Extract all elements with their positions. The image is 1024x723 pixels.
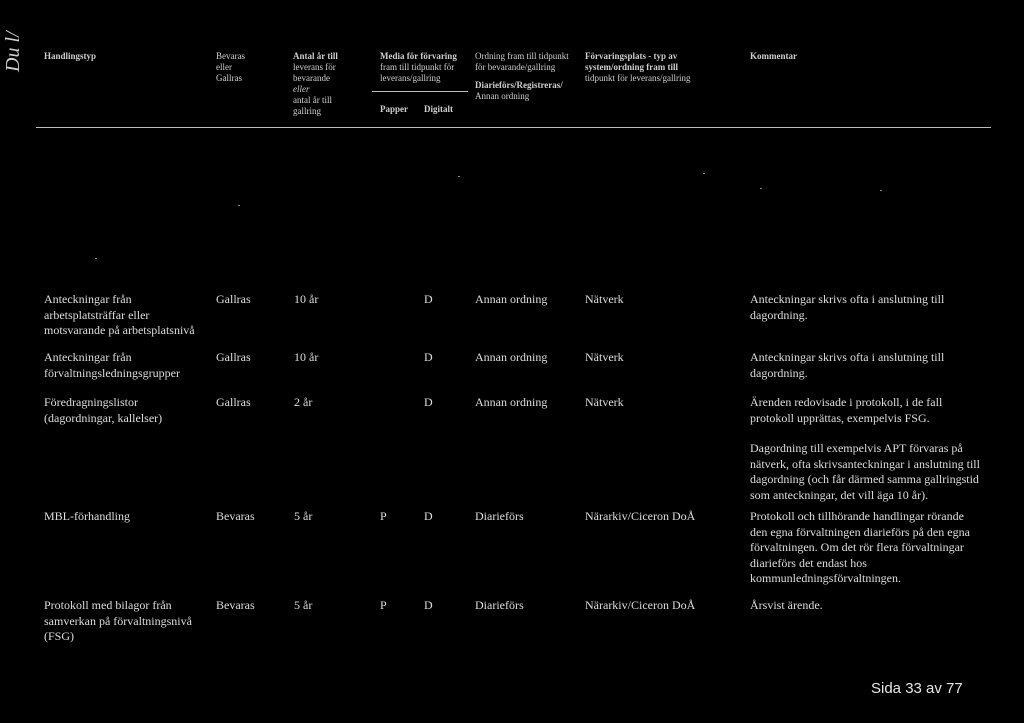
row-years: 5 år <box>294 598 313 612</box>
row-plats: Närarkiv/Ciceron DoÅ <box>585 598 696 612</box>
row-plats: Nätverk <box>585 292 624 306</box>
row-digitalt: D <box>424 350 433 364</box>
row-comment <box>750 598 823 614</box>
row-digitalt: D <box>424 509 433 523</box>
row-type-line: Anteckningar från <box>44 292 132 306</box>
header-bevaras-l2: eller <box>216 62 232 72</box>
row-comment-gap <box>750 426 980 441</box>
row-comment <box>750 350 944 381</box>
row-status: Gallras <box>216 350 251 364</box>
page-number: Sida 33 av 77 <box>871 680 963 697</box>
row-type-line: Anteckningar från <box>44 350 132 364</box>
row-handlingstyp <box>44 598 192 645</box>
header-bottom-rule <box>36 127 991 128</box>
header-media-digitalt: Digitalt <box>424 104 453 114</box>
row-comment-line: den egna förvaltningen diarieförs på den egna <box>750 524 970 539</box>
row-type-line: samverkan på förvaltningsnivå <box>44 613 192 628</box>
header-ordning-l1: Ordning fram till tidpunkt <box>475 51 569 61</box>
row-comment-line: Ärenden redovisade i protokoll, i de fall <box>750 395 943 409</box>
row-comment-line: protokoll upprättas, exempelvis FSG. <box>750 410 930 425</box>
header-plats-l2: system/ordning fram till <box>585 62 678 72</box>
scan-speck <box>95 258 97 259</box>
row-digitalt: D <box>424 395 433 409</box>
row-ordning: Diarieförs <box>475 598 524 612</box>
row-comment <box>750 395 980 503</box>
row-comment-line: som anteckningar, det vill äga 10 år). <box>750 487 929 502</box>
row-handlingstyp <box>44 350 180 381</box>
row-type-line: förvaltningsledningsgrupper <box>44 365 180 380</box>
row-comment-line: kommunledningsförvaltningen. <box>750 571 901 585</box>
header-kommentar: Kommentar <box>750 51 797 61</box>
header-media-l2: fram till tidpunkt för <box>380 62 455 72</box>
header-antal-l1: Antal år till <box>293 51 338 61</box>
row-plats: Nätverk <box>585 350 624 364</box>
row-comment-line: Dagordning till exempelvis APT förvaras på <box>750 441 963 455</box>
header-antal <box>293 51 338 117</box>
row-type-line: arbetsplatsträffar eller <box>44 307 150 322</box>
row-years: 2 år <box>294 395 313 409</box>
row-type-line: Föredragningslistor <box>44 395 138 409</box>
row-status: Gallras <box>216 395 251 409</box>
row-years: 5 år <box>294 509 313 523</box>
row-comment-line: diarieförs det endast hos <box>750 555 867 570</box>
header-plats-l1: Förvaringsplats - typ av <box>585 51 678 61</box>
row-status: Bevaras <box>216 509 255 523</box>
row-comment <box>750 509 970 587</box>
header-antal-l2: leverans för <box>293 62 336 72</box>
row-digitalt: D <box>424 292 433 306</box>
row-comment-line: nätverk, ofta skrivsanteckningar i anslutning till <box>750 456 980 471</box>
row-plats: Nätverk <box>585 395 624 409</box>
row-ordning: Diarieförs <box>475 509 524 523</box>
header-bevaras-l3: Gallras <box>216 73 242 83</box>
row-comment-line: Protokoll och tillhörande handlingar rörande <box>750 509 964 523</box>
row-comment-line: Årsvist ärende. <box>750 598 823 612</box>
row-comment-line: Anteckningar skrivs ofta i anslutning till <box>750 292 945 306</box>
row-digitalt: D <box>424 598 433 612</box>
row-handlingstyp <box>44 509 130 525</box>
header-ordning-l4: Annan ordning <box>475 91 530 101</box>
scan-speck <box>238 205 240 206</box>
row-years: 10 år <box>294 292 319 306</box>
header-handlingstyp: Handlingstyp <box>44 51 97 61</box>
header-antal-l4: eller <box>293 84 310 94</box>
row-type-line: motsvarande på arbetsplatsnivå <box>44 323 195 337</box>
row-comment <box>750 292 944 323</box>
header-media <box>380 51 457 84</box>
row-ordning: Annan ordning <box>475 395 548 409</box>
header-antal-l3: bevarande <box>293 73 330 83</box>
header-media-l3: leverans/gallring <box>380 73 441 83</box>
header-forvaringsplats <box>585 51 690 84</box>
row-handlingstyp <box>44 395 162 426</box>
row-comment-line: dagordning. <box>750 365 808 380</box>
header-plats-l3: tidpunkt för leverans/gallring <box>585 73 691 83</box>
header-antal-l5: antal år till <box>293 95 332 105</box>
header-bevaras-l1: Bevaras <box>216 51 245 61</box>
header-bevaras <box>216 51 245 84</box>
row-papper: P <box>380 509 387 523</box>
row-comment-line: förvaltningen. Om det rör flera förvaltningar <box>750 540 964 554</box>
row-type-line: MBL-förhandling <box>44 509 130 523</box>
row-plats: Närarkiv/Ciceron DoÅ <box>585 509 696 523</box>
row-years: 10 år <box>294 350 319 364</box>
row-papper: P <box>380 598 387 612</box>
row-ordning: Annan ordning <box>475 350 548 364</box>
row-comment-line: Anteckningar skrivs ofta i anslutning till <box>750 350 945 364</box>
header-ordning <box>475 51 569 102</box>
row-status: Bevaras <box>216 598 255 612</box>
row-type-line: (dagordningar, kallelser) <box>44 410 163 425</box>
row-ordning: Annan ordning <box>475 292 548 306</box>
row-handlingstyp <box>44 292 195 339</box>
header-media-divider <box>372 91 468 92</box>
row-status: Gallras <box>216 292 251 306</box>
row-comment-line: dagordning (och får därmed samma gallringstid <box>750 472 979 486</box>
row-type-line: Protokoll med bilagor från <box>44 598 172 612</box>
header-ordning-l3: Diarieförs/Registreras/ <box>475 80 563 90</box>
handwritten-signature: Du l/ <box>2 31 24 72</box>
scan-speck <box>760 188 762 189</box>
row-comment-line: dagordning. <box>750 307 808 322</box>
header-media-papper: Papper <box>380 104 408 114</box>
header-media-l1: Media för förvaring <box>380 51 457 61</box>
header-ordning-l2: för bevarande/gallring <box>475 62 556 72</box>
scan-speck <box>703 173 705 174</box>
scan-speck <box>880 190 882 191</box>
row-type-line: (FSG) <box>44 629 75 643</box>
scan-speck <box>458 176 460 177</box>
header-antal-l6: gallring <box>293 106 321 116</box>
